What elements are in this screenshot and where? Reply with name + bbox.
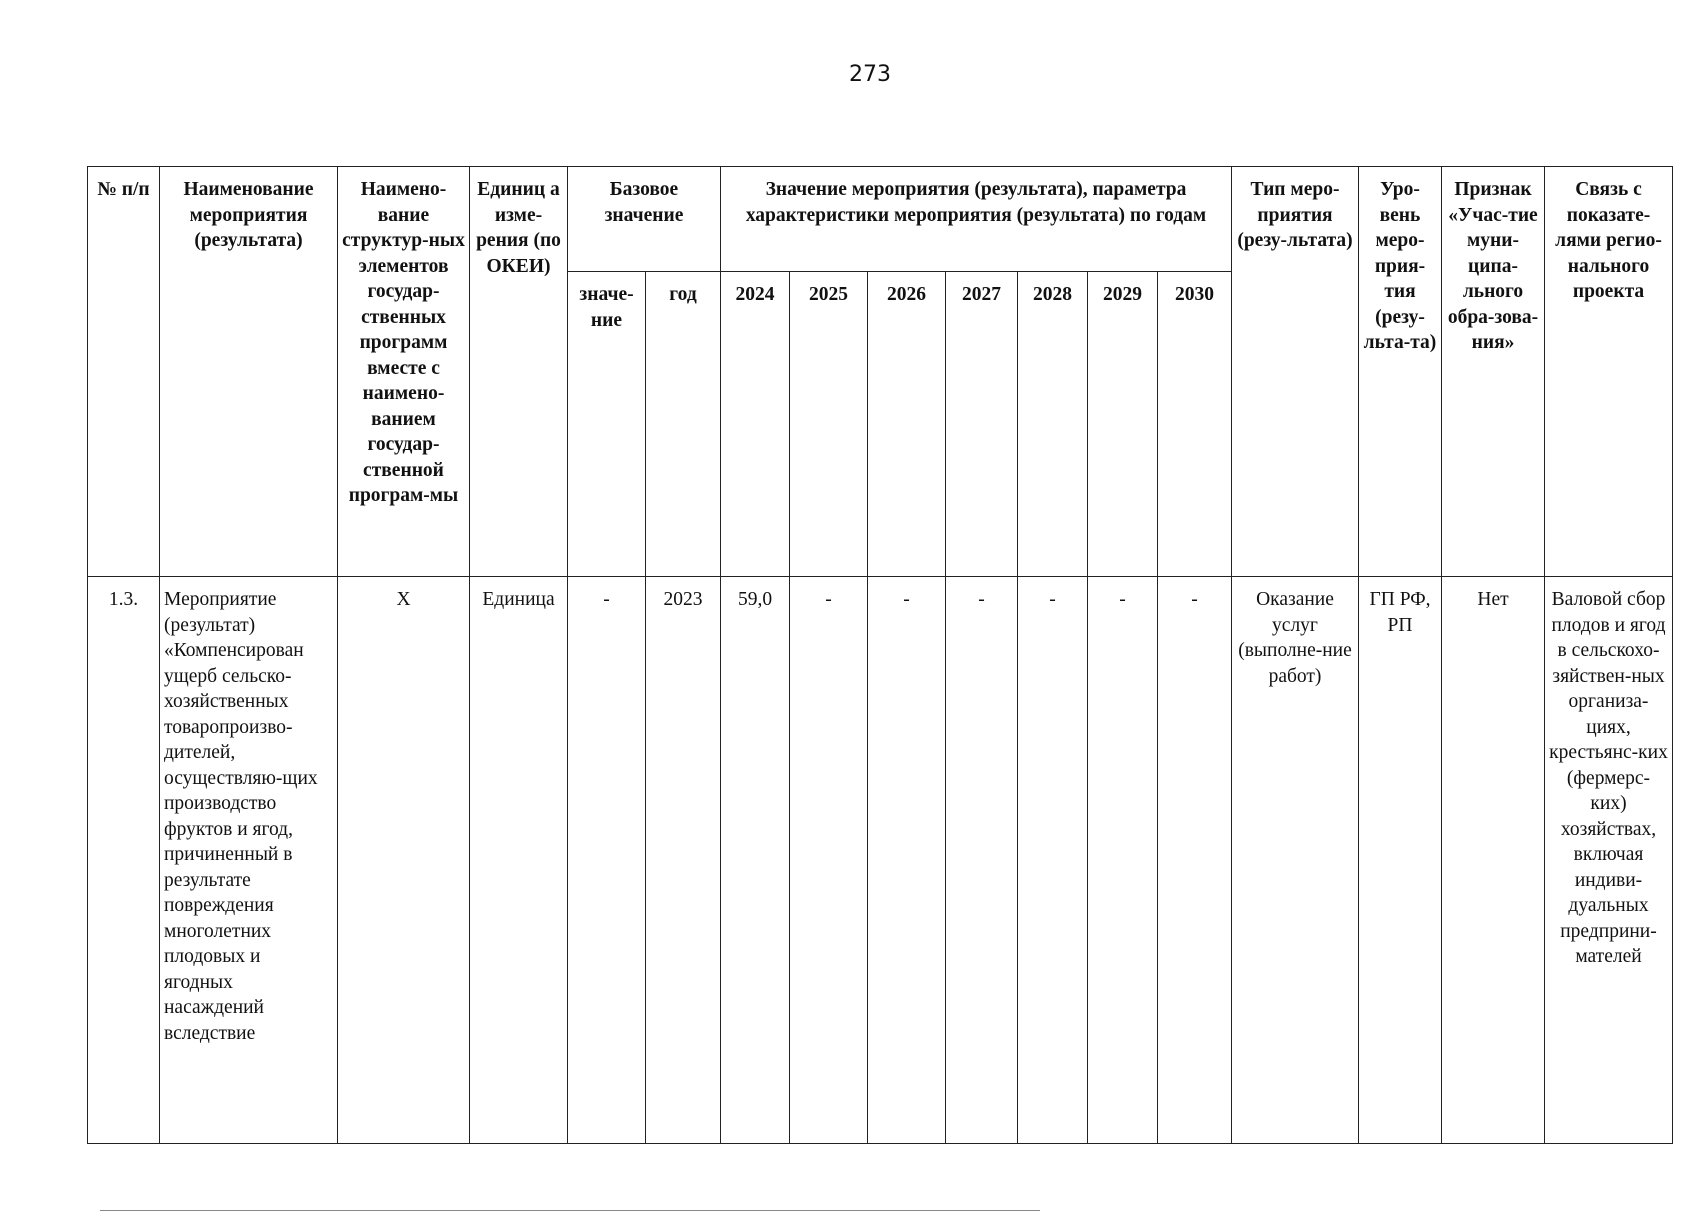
cell-type: Оказание услуг (выполне-ние работ) [1232,577,1359,1144]
cell-year-2025: - [790,577,868,1144]
cell-year-2028: - [1018,577,1088,1144]
cell-level: ГП РФ, РП [1359,577,1442,1144]
header-unit: Единиц а изме-рения (по ОКЕИ) [470,167,568,577]
cell-name: Мероприятие (результат) «Компенсирован ущерб сельско-хозяйственных товаропроизво-дителей, осуществляю-щих производство фруктов и ягод, причиненный в результате повреждения многолетних плодовых и ягодных насаждений вследствие [160,577,338,1144]
header-type: Тип меро-приятия (резу-льтата) [1232,167,1359,577]
cell-year-2029: - [1088,577,1158,1144]
cell-base-value: - [568,577,646,1144]
header-link: Связь с показате-лями регио-нального проекта [1545,167,1673,577]
header-year-2024: 2024 [721,272,790,577]
header-year-2029: 2029 [1088,272,1158,577]
header-num: № п/п [88,167,160,577]
header-values: Значение мероприятия (результата), параметра характеристики мероприятия (результата) по годам [721,167,1232,272]
header-name: Наименование мероприятия (результата) [160,167,338,577]
cell-year-2026: - [868,577,946,1144]
header-year-2028: 2028 [1018,272,1088,577]
cell-year-2024: 59,0 [721,577,790,1144]
header-struct: Наимено-вание структур-ных элементов государ-ственных программ вместе с наимено-ванием государ-ственной програм-мы [338,167,470,577]
cell-num: 1.3. [88,577,160,1144]
header-base-value: значе-ние [568,272,646,577]
cell-base-year: 2023 [646,577,721,1144]
table-row [88,577,1673,1144]
page-number: 273 [849,62,891,87]
cell-year-2027: - [946,577,1018,1144]
header-year-2030: 2030 [1158,272,1232,577]
header-year-2026: 2026 [868,272,946,577]
cell-year-2030: - [1158,577,1232,1144]
cell-unit: Единица [470,577,568,1144]
cell-struct: X [338,577,470,1144]
header-level: Уро-вень меро-прия-тия (резу-льта-та) [1359,167,1442,577]
header-sign: Признак «Учас-тие муни-ципа-льного обра-зова-ния» [1442,167,1545,577]
header-year-2027: 2027 [946,272,1018,577]
activities-table [87,166,1673,1144]
cell-sign: Нет [1442,577,1545,1144]
header-year-2025: 2025 [790,272,868,577]
header-base-year: год [646,272,721,577]
header-base: Базовое значение [568,167,721,272]
cell-link: Валовой сбор плодов и ягод в сельскохо-зяйствен-ных организа-циях, крестьянс-ких (фермерс-ких) хозяйствах, включая индиви-дуальных предприни-мателей [1545,577,1673,1144]
